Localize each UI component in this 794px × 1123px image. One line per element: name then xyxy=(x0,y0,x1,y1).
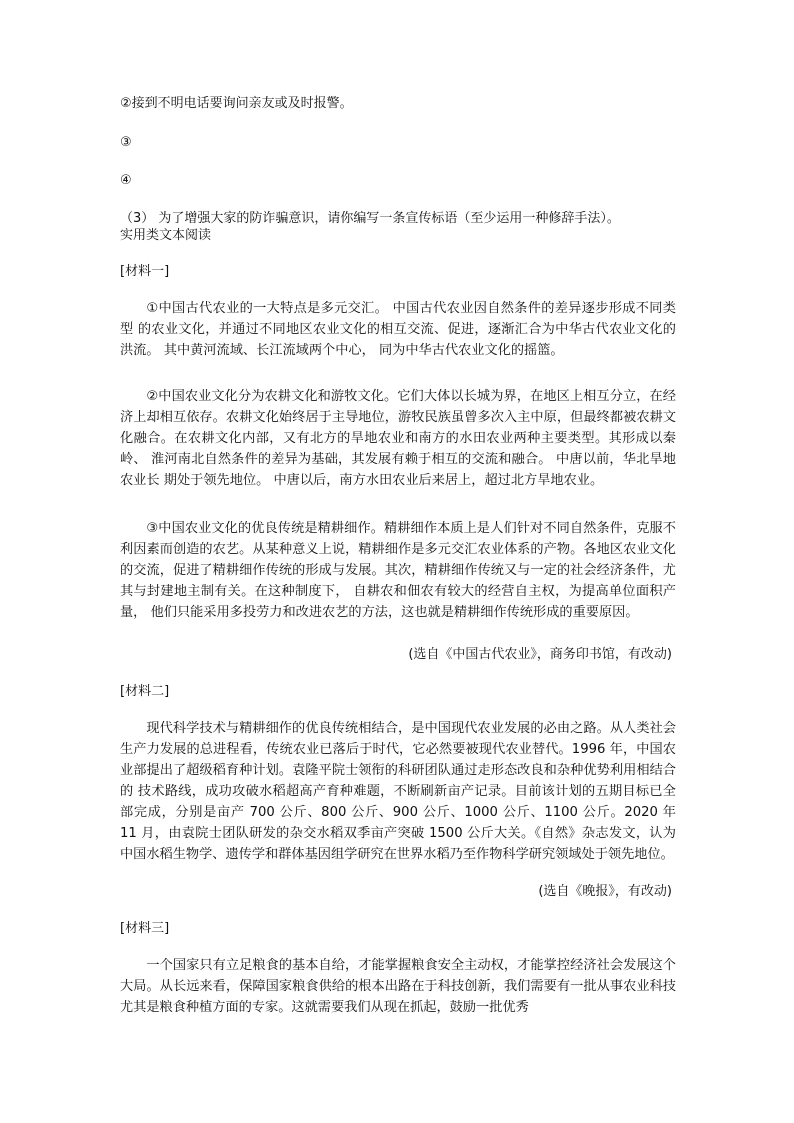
material-2-paragraph-1: 现代科学技术与精耕细作的优良传统相结合，是中国现代农业发展的必由之路。从人类社会 生产力发展的总进程看，传统农业已落后于时代，它必然要被现代农业替代。1996 年，中国农业部提出了超级稻育种计划。袁隆平院士领衔的科研团队通过走形态改良和杂种优势利用相结合的 技术路线，成功攻破水稻超高产育种难题，不断刷新亩产记录。目前该计划的五期目标已全部完成，分别是亩产 700 公斤、800 公斤、900 公斤、1000 公斤、1100 公斤。2020 年 11 月，由袁院士团队研发的杂交水稻双季亩产突破 1500 公斤大关。《自然》杂志发文，认为中国水稻生物学、遗传学和群体基因组学研究在世界水稻乃至作物科学研究领域处于领先地位。 xyxy=(120,721,676,862)
material-1-heading: [材料一] xyxy=(120,264,170,279)
material-1-paragraph-1: ①中国古代农业的一大特点是多元交汇。 中国古代农业因自然条件的差异逐步形成不同类型 的农业文化，并通过不同地区农业文化的相互交流、促进，逐渐汇合为中华古代农业文化的洪流。 其中黄河流域、长江流域两个中心， 同为中华古代农业文化的摇篮。 xyxy=(120,301,676,358)
material-2-heading: [材料二] xyxy=(120,684,170,699)
material-3-heading: [材料三] xyxy=(120,921,170,936)
material-1-paragraph-3: ③中国农业文化的优良传统是精耕细作。精耕细作本质上是人们针对不同自然条件，克服不 利因素而创造的农艺。从某种意义上说，精耕细作是多元交汇农业体系的产物。各地区农业文化 的交流，促进了精耕细作传统的形成与发展。其次，精耕细作传统又与一定的社会经济条件，尤 其与封建地主制有关。在这种制度下， 自耕农和佃农有较大的经营自主权，为提高单位面积产量， 他们只能采用多投劳力和改进农艺的方法，这也就是精耕细作传统形成的重要原因。 xyxy=(120,521,676,620)
material-1-paragraph-2: ②中国农业文化分为农耕文化和游牧文化。它们大体以长城为界，在地区上相互分立，在经济上却相互依存。农耕文化始终居于主导地位，游牧民族虽曾多次入主中原，但最终都被农耕文化融合。在农耕文化内部，又有北方的旱地农业和南方的水田农业两种主要类型。其形成以秦岭、 淮河南北自然条件的差异为基础，其发展有赖于相互的交流和融合。 中唐以前，华北旱地农业长 期处于领先地位。 中唐以后，南方水田农业后来居上，超过北方旱地农业。 xyxy=(120,389,676,488)
question-item-4: ④ xyxy=(120,173,132,188)
section-title: 实用类文本阅读 xyxy=(120,228,212,243)
question-3-prompt: （3） 为了增强大家的防诈骗意识，请你编写一条宣传标语（至少运用一种修辞手法）。 xyxy=(120,211,620,226)
question-item-3: ③ xyxy=(120,135,132,150)
material-1-source: (选自《中国古代农业》，商务印书馆，有改动) xyxy=(408,647,672,662)
material-2-source: (选自《晚报》，有改动) xyxy=(538,884,672,899)
material-3-paragraph-1: 一个国家只有立足粮食的基本自给，才能掌握粮食安全主动权，才能掌控经济社会发展这个 大局。从长远来看，保障国家粮食供给的根本出路在于科技创新，我们需要有一批从事农业科技 尤其是粮食种植方面的专家。这就需要我们从现在抓起，鼓励一批优秀 xyxy=(120,958,676,1015)
question-item-2: ②接到不明电话要询问亲友或及时报警。 xyxy=(120,96,353,111)
